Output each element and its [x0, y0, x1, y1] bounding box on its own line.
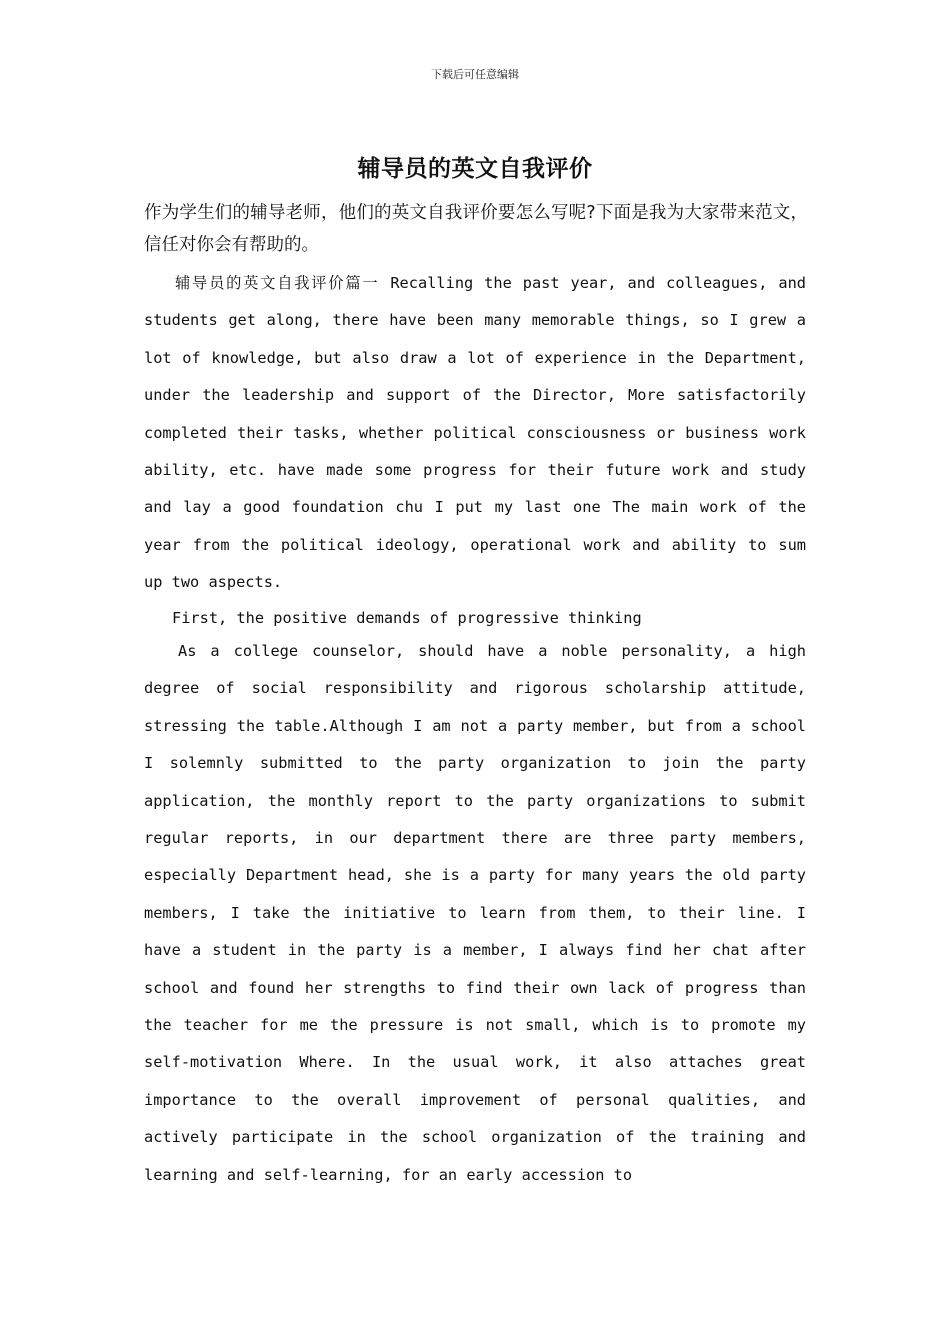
intro-paragraph: 作为学生们的辅导老师，他们的英文自我评价要怎么写呢?下面是我为大家带来范文，信任对你会有帮助的。	[144, 203, 808, 255]
paragraph-1-text: Recalling the past year, and colleagues, and students get along, there have been many memorable things, so I grew a lot of knowledge, but also draw a lot of experience in the Department, under the leadership and support of the Director, More satisfactorily completed their tasks, whether political consciousness or business work ability, etc. have made some progress for their future work and study and lay a good foundation chu I put my last one The main work of the year from the political ideology, operational work and ability to sum up two aspects.	[144, 274, 806, 592]
paragraph-1-label: 辅导员的英文自我评价篇一	[175, 274, 380, 292]
paragraph-2: As a college counselor, should have a noble personality, a high degree of social responsibility and rigorous scholarship attitude, stressing the table.Although I am not a party member, but from a school I solemnly submitted to the party organization to join the party application, the monthly report to the party organizations to submit regular reports, in our department there are three party members, especially Department head, she is a party for many years the old party members, I take the initiative to learn from them, to their line. I have a student in the party is a member, I always find her chat after school and found her strengths to find their own lack of progress than the teacher for me the pressure is not small, which is to promote my self-motivation Where. In the usual work, it also attaches great importance to the overall improvement of personal qualities, and actively participate in the school organization of the training and learning and self-learning, for an early accession to	[144, 642, 806, 1184]
section-heading-1: First, the positive demands of progressive thinking	[172, 609, 642, 627]
header-note: 下载后可任意编辑	[431, 68, 519, 81]
page-title: 辅导员的英文自我评价	[357, 156, 593, 182]
paragraph-1	[144, 265, 806, 602]
